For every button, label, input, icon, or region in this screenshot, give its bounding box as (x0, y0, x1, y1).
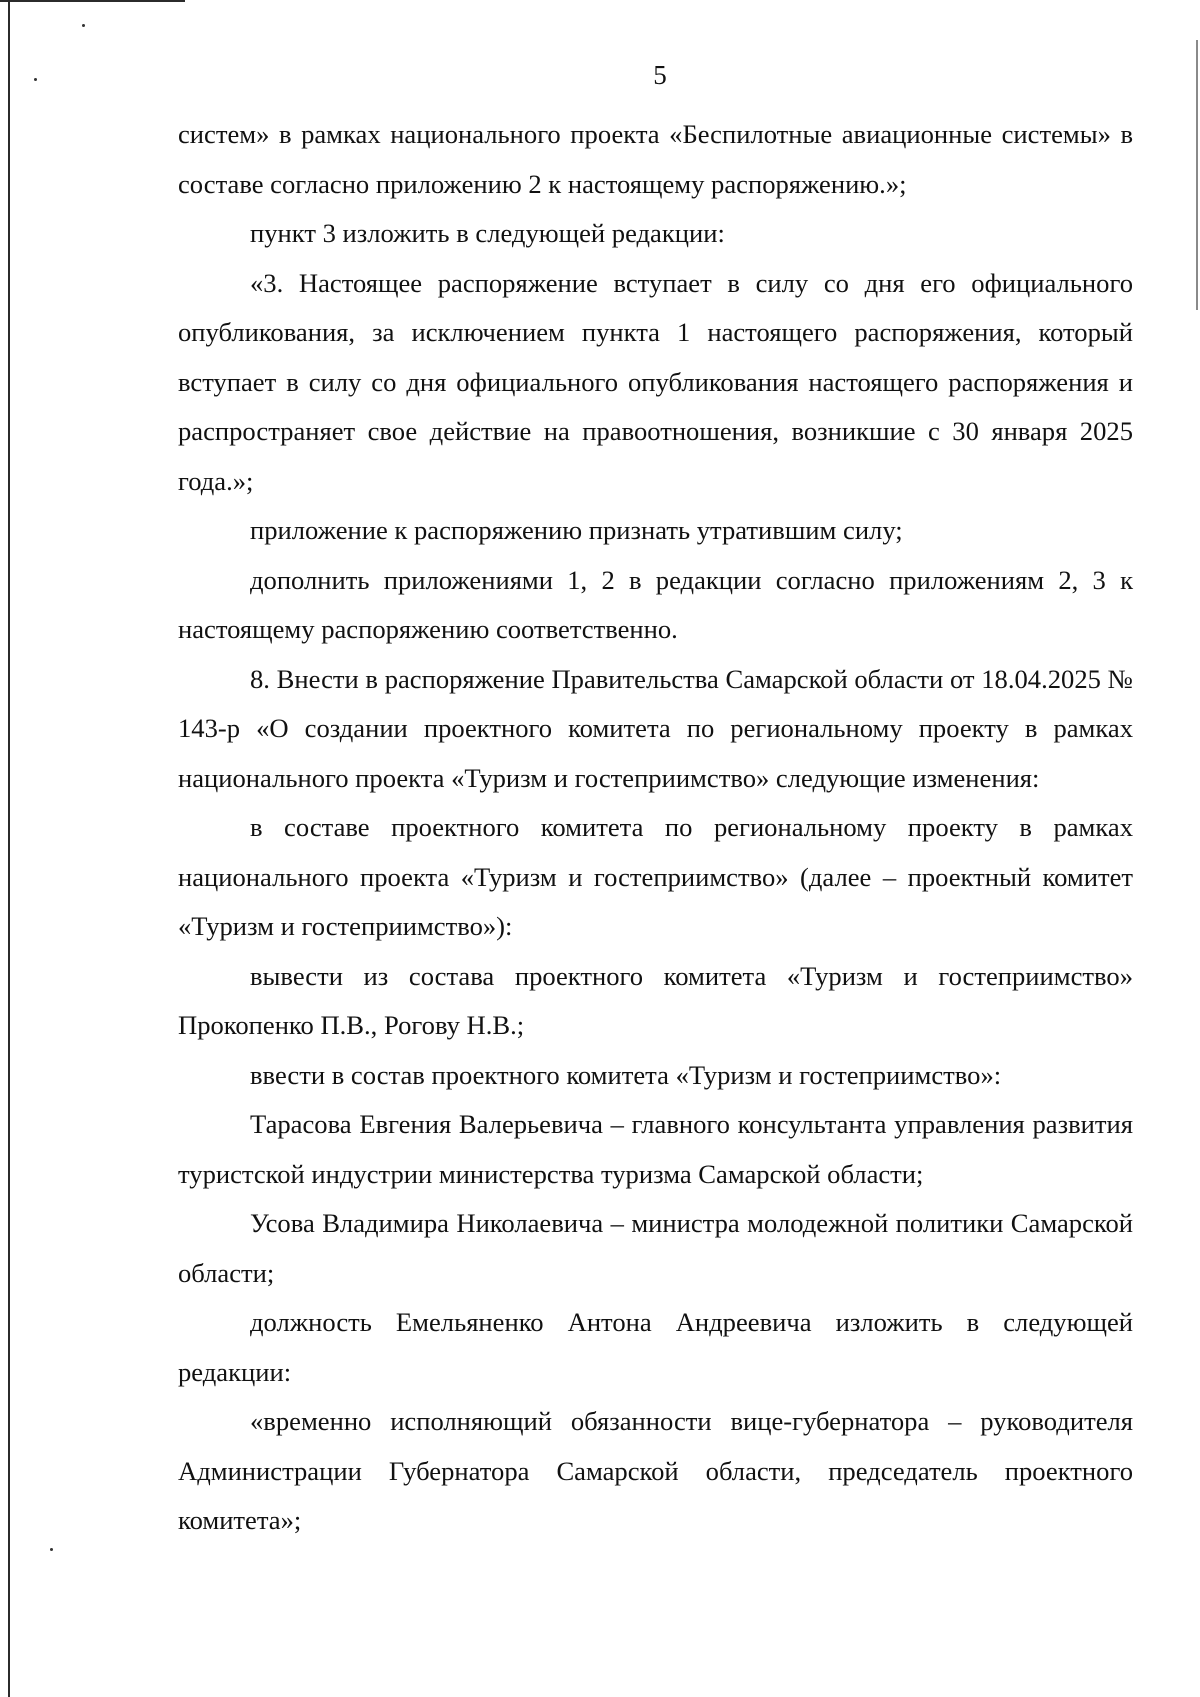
paragraph: Усова Владимира Николаевича – министра молодежной политики Самарской области; (178, 1208, 1133, 1288)
page-number: 5 (653, 60, 667, 90)
scan-speck (82, 24, 85, 27)
paragraph: пункт 3 изложить в следующей редакции: (250, 218, 725, 248)
paragraph: в составе проектного комитета по региональному проекту в рамках национального проекта «Туризм и гостеприимство» (далее – проектный комитет «Туризм и гостеприимство»): (178, 812, 1133, 941)
paragraph: «временно исполняющий обязанности вице-губернатора – руководителя Администрации Губернатора Самарской области, председатель проектного комитета»; (178, 1406, 1133, 1535)
paragraph: систем» в рамках национального проекта «Беспилотные авиационные системы» в составе согласно приложению 2 к настоящему распоряжению.»; (178, 119, 1133, 199)
paragraph: Тарасова Евгения Валерьевича – главного консультанта управления развития туристской индустрии министерства туризма Самарской области; (178, 1109, 1133, 1189)
paragraph: вывести из состава проектного комитета «Туризм и гостеприимство» Прокопенко П.В., Рогову Н.В.; (178, 960, 1133, 1040)
paragraph: ввести в состав проектного комитета «Туризм и гостеприимство»: (250, 1059, 1002, 1090)
paragraph: «3. Настоящее распоряжение вступает в силу со дня его официального опубликования, за исключением пункта 1 настоящего распоряжения, который вступает в силу со дня официального опубликования настоящего распоряжения и распространяет свое действие на правоотношения, возникшие с 30 января 2025 года.»; (178, 267, 1133, 496)
paragraph: дополнить приложениями 1, 2 в редакции согласно приложениям 2, 3 к настоящему распоряжению соответственно. (178, 564, 1133, 644)
paragraph: приложение к распоряжению признать утратившим силу; (250, 515, 903, 545)
paragraph: должность Емельяненко Антона Андреевича изложить в следующей редакции: (178, 1307, 1133, 1387)
scan-speck (50, 1548, 53, 1551)
paragraph: 8. Внести в распоряжение Правительства Самарской области от 18.04.2025 № 143-р «О создании проектного комитета по региональному проекту в рамках национального проекта «Туризм и гостеприимство» следующие изменения: (178, 663, 1133, 793)
scan-edge-top (0, 0, 185, 2)
document-body (178, 110, 1133, 1546)
scan-edge-left (8, 0, 10, 1697)
